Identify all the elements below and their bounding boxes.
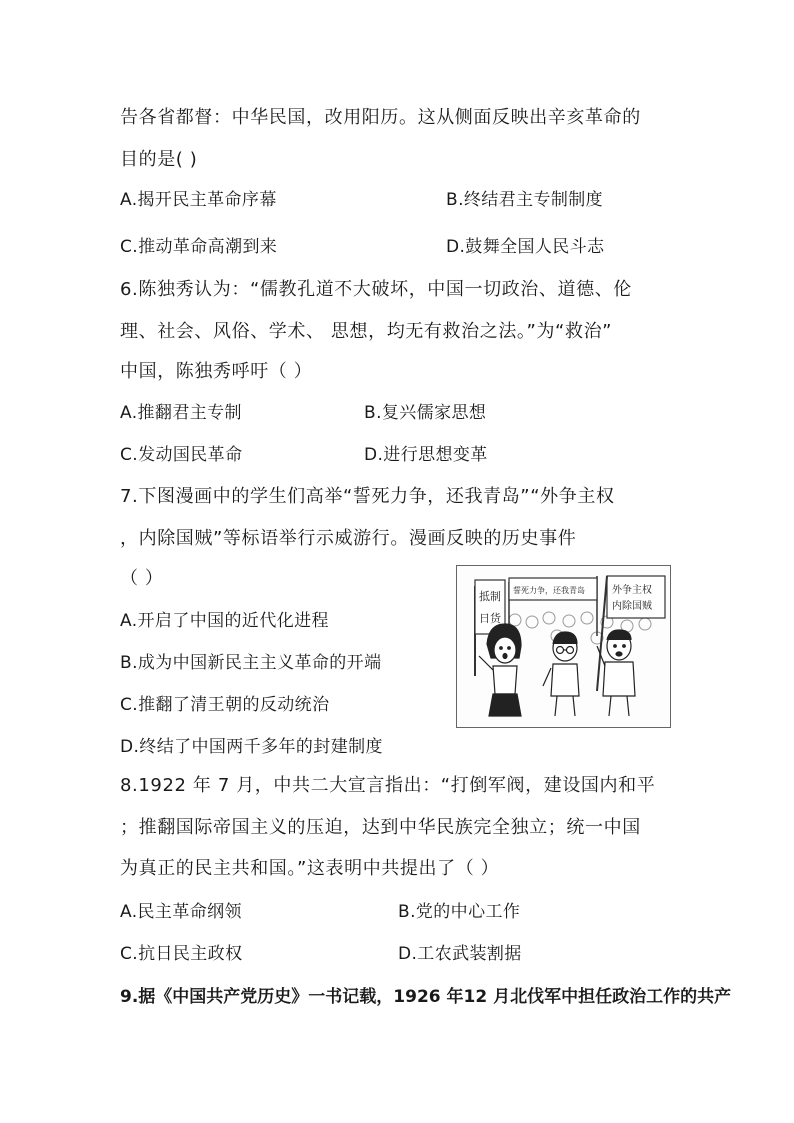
q7-stem-line1: 7.下图漫画中的学生们高举“誓死力争，还我青岛”“外争主权 — [120, 486, 615, 507]
q5-option-b: B.终结君主专制制度 — [446, 190, 604, 210]
sign-qingdao — [509, 576, 597, 636]
q6-stem-line3: 中国，陈独秀呼吁（ ） — [120, 361, 313, 382]
q5-option-a: A.揭开民主革命序幕 — [120, 190, 277, 210]
may-fourth-cartoon — [456, 565, 671, 728]
q5-option-d: D.鼓舞全国人民斗志 — [446, 237, 605, 257]
q8-option-d: D.工农武装割据 — [398, 944, 522, 964]
q5-stem-line2: 目的是( ) — [120, 149, 198, 170]
q8-stem-line3: 为真正的民主共和国。”这表明中共提出了（ ） — [120, 858, 500, 879]
student-right — [597, 630, 635, 716]
student-girl — [479, 624, 521, 716]
q5-stem-line1: 告各省都督：中华民国，改用阳历。这从侧面反映出辛亥革命的 — [120, 107, 641, 128]
q6-stem-line2: 理、社会、风俗、学术、 思想，均无有救治之法。”为“救治” — [120, 321, 613, 342]
q7-option-d: D.终结了中国两千多年的封建制度 — [120, 737, 383, 757]
q7-option-a: A.开启了中国的近代化进程 — [120, 611, 329, 631]
student-glasses — [543, 632, 579, 716]
sign-qingdao-text: 誓死力争，还我青岛 — [513, 586, 585, 595]
q8-option-c: C.抗日民主政权 — [120, 944, 243, 964]
q7-stem-line3: （ ） — [120, 568, 164, 589]
q8-stem-line1: 8.1922 年 7 月，中共二大宣言指出：“打倒军阀，建设国内和平 — [120, 775, 656, 796]
q8-stem-line2: ；推翻国际帝国主义的压迫，达到中华民族完全独立；统一中国 — [120, 817, 641, 838]
q6-option-a: A.推翻君主专制 — [120, 403, 242, 423]
sign-boycott-text-a: 抵制 — [479, 590, 501, 603]
sign-sovereignty-text-b: 内除国贼 — [612, 601, 652, 612]
sign-boycott-text-b: 日货 — [479, 612, 501, 625]
q6-option-d: D.进行思想变革 — [364, 445, 488, 465]
q9-stem-line1: 9.据《中国共产党历史》一书记载，1926 年12 月北伐军中担任政治工作的共产 — [120, 987, 732, 1007]
sign-sovereignty-text-a: 外争主权 — [612, 585, 652, 596]
q6-stem-line1: 6.陈独秀认为：“儒教孔道不大破坏，中国一切政治、道德、伦 — [120, 279, 632, 300]
q7-option-c: C.推翻了清王朝的反动统治 — [120, 695, 330, 715]
q6-option-b: B.复兴儒家思想 — [364, 403, 487, 423]
q5-option-c: C.推动革命高潮到来 — [120, 237, 278, 257]
q6-option-c: C.发动国民革命 — [120, 445, 243, 465]
q7-option-b: B.成为中国新民主主义革命的开端 — [120, 653, 382, 673]
q7-stem-line2: ，内除国贼”等标语举行示威游行。漫画反映的历史事件 — [120, 528, 577, 549]
q8-option-a: A.民主革命纲领 — [120, 902, 242, 922]
q8-option-b: B.党的中心工作 — [398, 902, 521, 922]
